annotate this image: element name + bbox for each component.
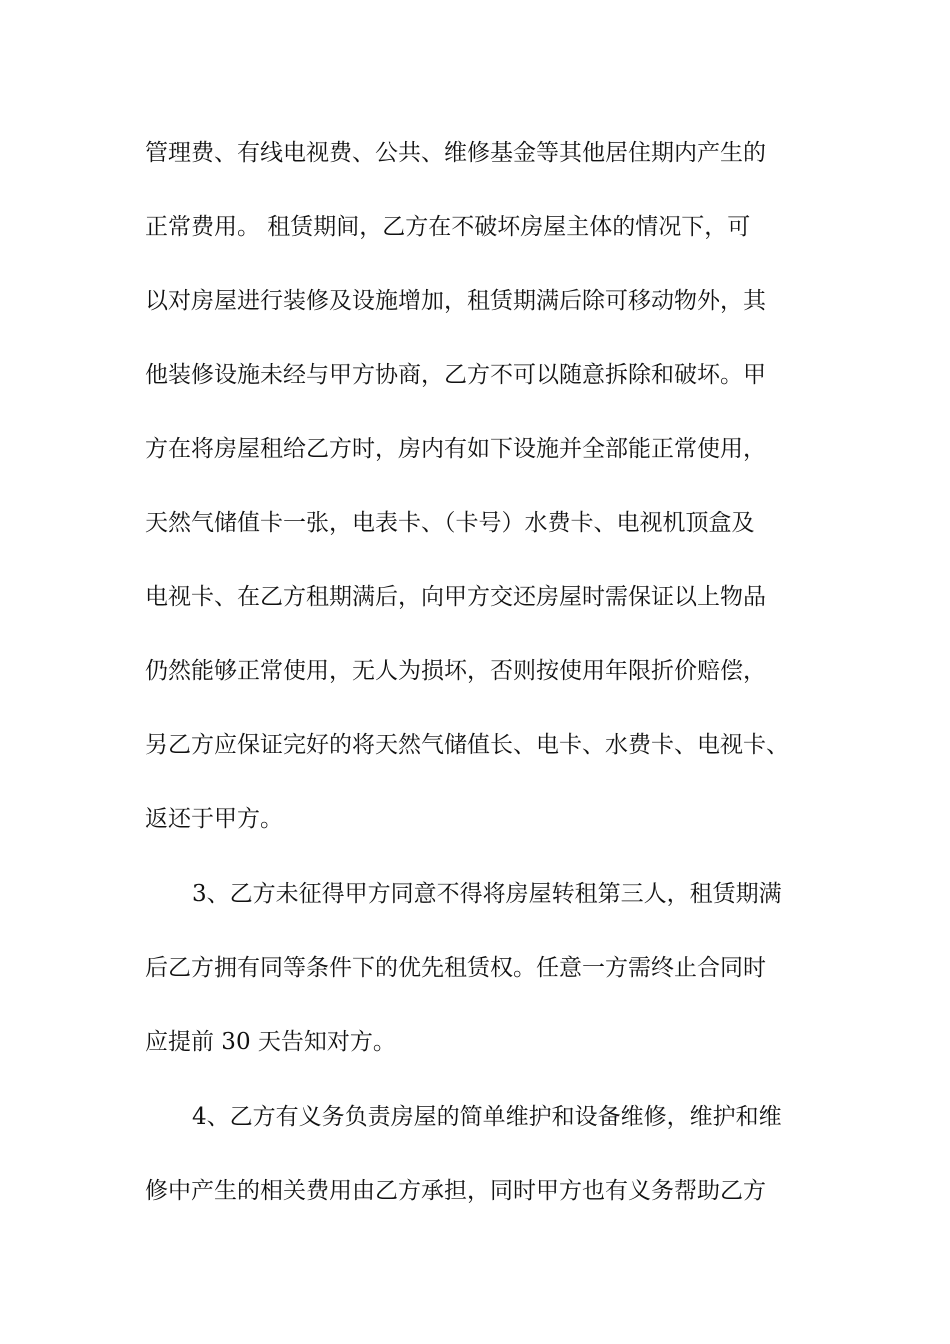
text-line: 以对房屋进行装修及设施增加，租赁期满后除可移动物外，其 — [145, 288, 766, 314]
text-line: 他装修设施未经与甲方协商，乙方不可以随意拆除和破坏。甲 — [145, 362, 766, 388]
paragraph-4-first-line: 4、乙方有义务负责房屋的简单维护和设备维修，维护和维 — [192, 1104, 782, 1130]
text-line: 应提前 30 天告知对方。 — [145, 1029, 396, 1055]
text-line: 管理费、有线电视费、公共、维修基金等其他居住期内产生的 — [145, 140, 766, 166]
text-line: 仍然能够正常使用，无人为损坏，否则按使用年限折价赔偿， — [145, 658, 766, 684]
text-line: 天然气储值卡一张，电表卡、（卡号）水费卡、电视机顶盒及 — [145, 510, 755, 536]
text-line: 后乙方拥有同等条件下的优先租赁权。任意一方需终止合同时 — [145, 955, 766, 981]
text-line: 方在将房屋租给乙方时，房内有如下设施并全部能正常使用， — [145, 436, 766, 462]
text-line: 另乙方应保证完好的将天然气储值长、电卡、水费卡、电视卡、 — [145, 732, 789, 758]
text-line: 修中产生的相关费用由乙方承担，同时甲方也有义务帮助乙方 — [145, 1178, 766, 1204]
text-line: 返还于甲方。 — [145, 806, 283, 832]
text-line: 正常费用。 租赁期间，乙方在不破坏房屋主体的情况下，可 — [145, 214, 751, 240]
paragraph-3-first-line: 3、乙方未征得甲方同意不得将房屋转租第三人，租赁期满 — [192, 881, 782, 907]
text-line: 电视卡、在乙方租期满后，向甲方交还房屋时需保证以上物品 — [145, 584, 766, 610]
